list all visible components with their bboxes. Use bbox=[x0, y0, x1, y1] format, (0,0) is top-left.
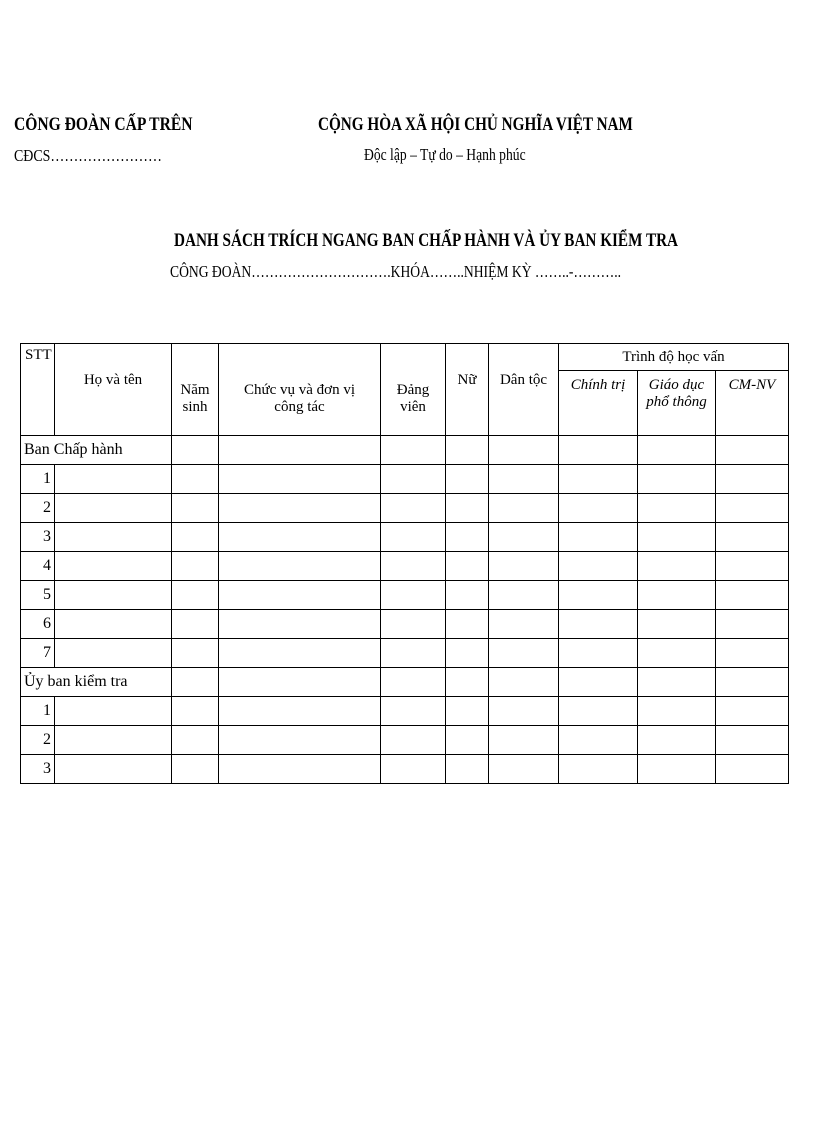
cell bbox=[716, 668, 789, 697]
cell bbox=[559, 668, 638, 697]
party-member-line-2: viên bbox=[400, 398, 426, 415]
cell bbox=[489, 523, 559, 552]
cell bbox=[172, 494, 219, 523]
cell bbox=[559, 494, 638, 523]
cell bbox=[55, 755, 172, 784]
cell bbox=[638, 668, 716, 697]
cell bbox=[219, 610, 381, 639]
cell bbox=[489, 552, 559, 581]
cell bbox=[716, 697, 789, 726]
cell bbox=[55, 523, 172, 552]
cell bbox=[55, 726, 172, 755]
cell bbox=[446, 668, 489, 697]
parent-union-label bbox=[14, 114, 232, 136]
cell bbox=[219, 581, 381, 610]
birth-year-line-1: Năm bbox=[180, 381, 210, 398]
cell bbox=[55, 610, 172, 639]
document-title-text: DANH SÁCH TRÍCH NGANG BAN CHẤP HÀNH VÀ ỦY BAN KIỂM TRA bbox=[174, 230, 679, 251]
cell bbox=[716, 581, 789, 610]
cell bbox=[489, 639, 559, 668]
cell bbox=[559, 610, 638, 639]
cell bbox=[716, 755, 789, 784]
row-number: 3 bbox=[21, 755, 55, 784]
cell bbox=[219, 668, 381, 697]
cell bbox=[489, 494, 559, 523]
cell bbox=[381, 755, 446, 784]
cell bbox=[559, 755, 638, 784]
cell bbox=[489, 668, 559, 697]
cell bbox=[219, 639, 381, 668]
cell bbox=[381, 523, 446, 552]
cell bbox=[55, 494, 172, 523]
cell bbox=[446, 697, 489, 726]
table-row bbox=[21, 639, 789, 668]
national-title bbox=[318, 114, 712, 136]
cell bbox=[446, 552, 489, 581]
cell bbox=[172, 552, 219, 581]
cell bbox=[638, 436, 716, 465]
table-row bbox=[21, 523, 789, 552]
cell bbox=[219, 436, 381, 465]
name-header-text: Họ và tên bbox=[83, 372, 143, 388]
row-number: 2 bbox=[21, 726, 55, 755]
cell bbox=[638, 697, 716, 726]
document-title bbox=[174, 230, 804, 252]
cell bbox=[172, 697, 219, 726]
cell bbox=[716, 726, 789, 755]
grassroots-union-text: CĐCS…………………… bbox=[14, 146, 162, 165]
row-number: 7 bbox=[21, 639, 55, 668]
cell bbox=[559, 465, 638, 494]
position-line-2: công tác bbox=[274, 398, 325, 415]
cell bbox=[55, 552, 172, 581]
cell bbox=[219, 697, 381, 726]
cell bbox=[559, 523, 638, 552]
cell bbox=[638, 581, 716, 610]
cell bbox=[559, 552, 638, 581]
table-row bbox=[21, 465, 789, 494]
cell bbox=[638, 726, 716, 755]
national-motto-text: Độc lập – Tự do – Hạnh phúc bbox=[364, 145, 526, 164]
cell bbox=[489, 465, 559, 494]
cell bbox=[219, 465, 381, 494]
cell bbox=[489, 755, 559, 784]
name-header bbox=[55, 344, 172, 436]
cell bbox=[219, 755, 381, 784]
cell bbox=[716, 465, 789, 494]
birth-year-header bbox=[172, 344, 219, 436]
table-row bbox=[21, 552, 789, 581]
cell bbox=[489, 697, 559, 726]
row-number: 4 bbox=[21, 552, 55, 581]
cell bbox=[559, 639, 638, 668]
professional-header: CM-NV bbox=[716, 371, 789, 436]
cell bbox=[172, 755, 219, 784]
cell bbox=[381, 639, 446, 668]
cell bbox=[172, 668, 219, 697]
cell bbox=[381, 465, 446, 494]
cell bbox=[716, 552, 789, 581]
cell bbox=[446, 436, 489, 465]
cell bbox=[381, 494, 446, 523]
cell bbox=[638, 755, 716, 784]
cell bbox=[638, 552, 716, 581]
table-row bbox=[21, 697, 789, 726]
cell bbox=[446, 581, 489, 610]
ethnicity-header bbox=[489, 344, 559, 436]
cell bbox=[55, 697, 172, 726]
cell bbox=[172, 581, 219, 610]
cell bbox=[172, 465, 219, 494]
table-row bbox=[21, 610, 789, 639]
cell bbox=[172, 639, 219, 668]
cell bbox=[381, 610, 446, 639]
cell bbox=[172, 610, 219, 639]
cell bbox=[559, 726, 638, 755]
cell bbox=[446, 639, 489, 668]
document-subtitle-text: CÔNG ĐOÀN………………………….KHÓA……..NHIỆM KỲ ……..-……….. bbox=[170, 262, 622, 281]
cell bbox=[219, 523, 381, 552]
cell bbox=[716, 523, 789, 552]
cell bbox=[446, 523, 489, 552]
row-number: 5 bbox=[21, 581, 55, 610]
cell bbox=[219, 726, 381, 755]
cell bbox=[559, 697, 638, 726]
cell bbox=[716, 639, 789, 668]
section-label-executive: Ban Chấp hành bbox=[21, 436, 172, 465]
politics-header: Chính trị bbox=[559, 371, 638, 436]
cell bbox=[219, 494, 381, 523]
general-education-line-2: phổ thông bbox=[646, 394, 707, 410]
cell bbox=[638, 610, 716, 639]
general-education-header bbox=[638, 371, 716, 436]
cell bbox=[446, 494, 489, 523]
row-number: 1 bbox=[21, 465, 55, 494]
party-member-line-1: Đảng bbox=[396, 381, 430, 398]
cell bbox=[489, 581, 559, 610]
cell bbox=[716, 610, 789, 639]
cell bbox=[446, 610, 489, 639]
cell bbox=[446, 465, 489, 494]
table-row bbox=[21, 494, 789, 523]
table-row bbox=[21, 755, 789, 784]
cell bbox=[638, 465, 716, 494]
cell bbox=[381, 436, 446, 465]
cell bbox=[446, 726, 489, 755]
cell bbox=[638, 523, 716, 552]
cell bbox=[381, 726, 446, 755]
cell bbox=[55, 581, 172, 610]
cell bbox=[716, 436, 789, 465]
section-label-inspection: Ủy ban kiểm tra bbox=[21, 668, 172, 697]
cell bbox=[559, 581, 638, 610]
member-list-table bbox=[20, 343, 789, 784]
position-header bbox=[219, 344, 381, 436]
grassroots-union-label bbox=[14, 146, 194, 166]
female-header-text: Nữ bbox=[457, 372, 477, 388]
cell bbox=[381, 581, 446, 610]
cell bbox=[381, 668, 446, 697]
female-header bbox=[446, 344, 489, 436]
row-number: 3 bbox=[21, 523, 55, 552]
cell bbox=[638, 639, 716, 668]
cell bbox=[716, 494, 789, 523]
party-member-header bbox=[381, 344, 446, 436]
cell bbox=[446, 755, 489, 784]
cell bbox=[219, 552, 381, 581]
cell bbox=[638, 494, 716, 523]
cell bbox=[381, 697, 446, 726]
cell bbox=[381, 552, 446, 581]
row-number: 6 bbox=[21, 610, 55, 639]
education-group-header: Trình độ học vấn bbox=[559, 344, 789, 371]
cell bbox=[55, 639, 172, 668]
ethnicity-header-text: Dân tộc bbox=[499, 372, 548, 388]
cell bbox=[489, 436, 559, 465]
parent-union-text: CÔNG ĐOÀN CẤP TRÊN bbox=[14, 114, 193, 135]
birth-year-line-2: sinh bbox=[182, 398, 208, 415]
cell bbox=[489, 726, 559, 755]
stt-header: STT bbox=[21, 344, 55, 436]
document-subtitle bbox=[170, 262, 734, 282]
general-education-line-1: Giáo dục bbox=[648, 377, 705, 393]
national-title-text: CỘNG HÒA XÃ HỘI CHỦ NGHĨA VIỆT NAM bbox=[318, 114, 633, 135]
section-row-inspection bbox=[21, 668, 789, 697]
section-row-executive bbox=[21, 436, 789, 465]
row-number: 2 bbox=[21, 494, 55, 523]
cell bbox=[559, 436, 638, 465]
row-number: 1 bbox=[21, 697, 55, 726]
position-line-1: Chức vụ và đơn vị bbox=[243, 381, 356, 398]
cell bbox=[172, 436, 219, 465]
table-row bbox=[21, 726, 789, 755]
cell bbox=[489, 610, 559, 639]
cell bbox=[55, 465, 172, 494]
table-row bbox=[21, 581, 789, 610]
header-row-1 bbox=[21, 344, 789, 371]
cell bbox=[172, 523, 219, 552]
cell bbox=[172, 726, 219, 755]
national-motto bbox=[364, 145, 566, 165]
